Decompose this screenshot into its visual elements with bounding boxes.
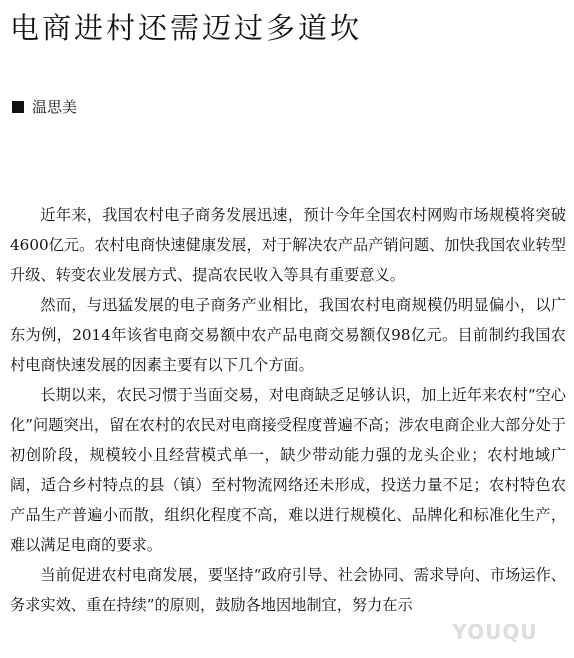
author-byline [12, 95, 77, 119]
paragraph: 近年来，我国农村电子商务发展迅速，预计今年全国农村网购市场规模将突破4600亿元。农村电商快速健康发展，对于解决农产品产销问题、加快我国农业转型升级、转变农业发展方式、提高农民收入等具有重要意义。 [10, 206, 566, 284]
paragraph: 长期以来，农民习惯于当面交易，对电商缺乏足够认识，加上近年来农村“空心化”问题突出，留在农村的农民对电商接受程度普遍不高；涉农电商企业大部分处于初创阶段，规模较小且经营模式单一，缺少带动能力强的龙头企业；农村地域广阔，适合乡村特点的县（镇）至村物流网络还未形成，投送力量不足；农村特色农产品生产普遍小而散，组织化程度不高，难以进行规模化、品牌化和标准化生产，难以满足电商的要求。 [10, 386, 566, 554]
article-body [10, 200, 566, 620]
bullet-square-icon [12, 101, 24, 113]
watermark-logo: YOUQU [452, 620, 538, 644]
article-title: 电商进村还需迈过多道坎 [10, 11, 363, 45]
author-name: 温思美 [32, 98, 78, 116]
paragraph: 当前促进农村电商发展，要坚持“政府引导、社会协同、需求导向、市场运作、务求实效、重在持续”的原则，鼓励各地因地制宜，努力在示 [10, 566, 566, 614]
paragraph: 然而，与迅猛发展的电子商务产业相比，我国农村电商规模仍明显偏小，以广东为例，2014年该省电商交易额中农产品电商交易额仅98亿元。目前制约我国农村电商快速发展的因素主要有以下几个方面。 [10, 296, 566, 374]
